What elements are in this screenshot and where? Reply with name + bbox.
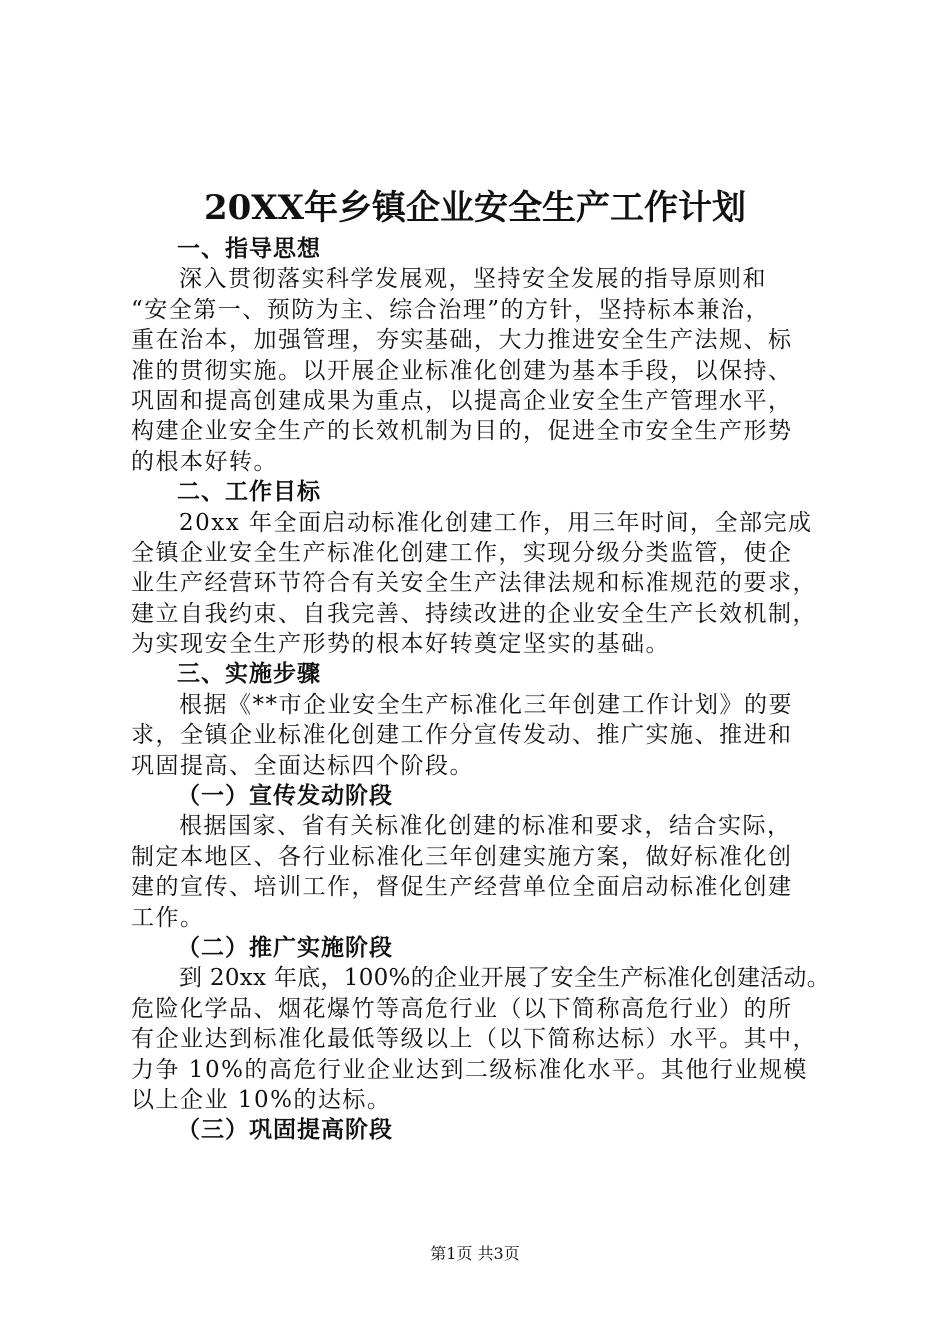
paragraph-line: 建的宣传、培训工作，督促生产经营单位全面启动标准化创建 bbox=[131, 874, 793, 901]
paragraph-line: 全镇企业安全生产标准化创建工作，实现分级分类监管，使企 bbox=[131, 539, 793, 566]
subsection-heading-promotion-stage: （二）推广实施阶段 bbox=[177, 934, 393, 961]
section-heading-guiding-thought: 一、指导思想 bbox=[177, 236, 321, 262]
paragraph-line: 构建企业安全生产的长效机制为目的，促进全市安全生产形势 bbox=[131, 418, 793, 445]
paragraph-line: 巩固和提高创建成果为重点，以提高企业安全生产管理水平， bbox=[131, 387, 793, 414]
paragraph-line: 根据《**市企业安全生产标准化三年创建工作计划》的要 bbox=[179, 691, 793, 718]
paragraph-line: 重在治本，加强管理，夯实基础，大力推进安全生产法规、标 bbox=[131, 327, 793, 354]
paragraph-line: 业生产经营环节符合有关安全生产法律法规和标准规范的要求， bbox=[131, 570, 817, 597]
paragraph-line: 准的贯彻实施。以开展企业标准化创建为基本手段，以保持、 bbox=[131, 357, 793, 384]
subsection-heading-publicity-stage: （一）宣传发动阶段 bbox=[177, 783, 393, 810]
paragraph-line: 以上企业 10%的达标。 bbox=[131, 1086, 392, 1113]
paragraph-line: 求，全镇企业标准化创建工作分宣传发动、推广实施、推进和 bbox=[131, 722, 793, 749]
paragraph-line: 工作。 bbox=[131, 904, 205, 931]
section-heading-work-goals: 二、工作目标 bbox=[177, 479, 321, 506]
paragraph-line: 有企业达到标准化最低等级以上（以下简称达标）水平。其中， bbox=[131, 1026, 817, 1053]
document-title: 20XX年乡镇企业安全生产工作计划 bbox=[203, 188, 747, 228]
page-footer: 第1页 共3页 bbox=[430, 1244, 520, 1263]
paragraph-line: 的根本好转。 bbox=[131, 448, 278, 475]
subsection-heading-consolidation-stage: （三）巩固提高阶段 bbox=[177, 1117, 393, 1144]
section-heading-implementation-steps: 三、实施步骤 bbox=[177, 661, 321, 688]
paragraph-line: 巩固提高、全面达标四个阶段。 bbox=[131, 752, 474, 779]
paragraph-line: 深入贯彻落实科学发展观，坚持安全发展的指导原则和 bbox=[179, 266, 767, 293]
paragraph-line: 制定本地区、各行业标准化三年创建实施方案，做好标准化创 bbox=[131, 843, 793, 870]
paragraph-line: 到 20xx 年底，100%的企业开展了安全生产标准化创建活动。 bbox=[179, 965, 830, 992]
paragraph-line: “安全第一、预防为主、综合治理”的方针，坚持标本兼治， bbox=[131, 296, 771, 323]
paragraph-line: 建立自我约束、自我完善、持续改进的企业安全生产长效机制， bbox=[131, 600, 817, 627]
document-body bbox=[131, 234, 830, 1146]
paragraph-line: 20xx 年全面启动标准化创建工作，用三年时间，全部完成 bbox=[179, 509, 813, 536]
paragraph-line: 为实现安全生产形势的根本好转奠定坚实的基础。 bbox=[131, 631, 670, 658]
paragraph-line: 力争 10%的高危行业企业达到二级标准化水平。其他行业规模 bbox=[131, 1056, 808, 1083]
paragraph-line: 根据国家、省有关标准化创建的标准和要求，结合实际， bbox=[179, 813, 792, 840]
paragraph-line: 危险化学品、烟花爆竹等高危行业（以下简称高危行业）的所 bbox=[131, 995, 793, 1022]
